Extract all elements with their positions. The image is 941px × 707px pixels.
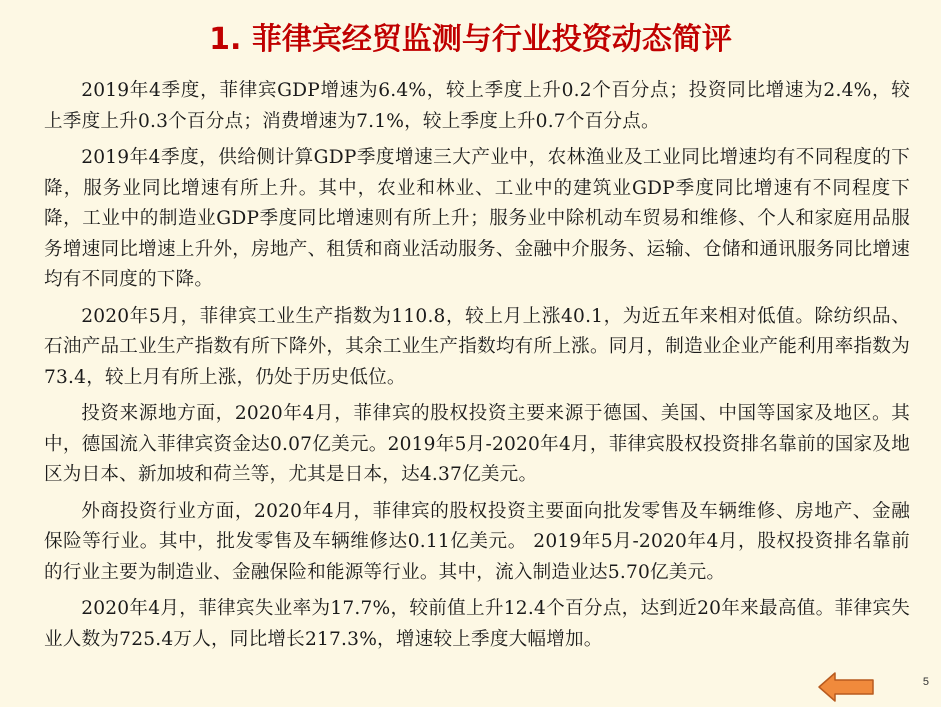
paragraph-unemployment: 2020年4月，菲律宾失业率为17.7%，较前值上升12.4个百分点，达到近20年来最高值。菲律宾失业人数为725.4万人，同比增长217.3%，增速较上季度大幅增加。 bbox=[44, 598, 910, 650]
left-arrow-icon bbox=[817, 671, 875, 703]
paragraph-investment-source: 投资来源地方面，2020年4月，菲律宾的股权投资主要来源于德国、美国、中国等国家及地区。其中，德国流入菲律宾资金达0.07亿美元。2019年5月-2020年4月，菲律宾股权投资排名靠前的国家及地区为日本、新加坡和荷兰等，尤其是日本，达4.37亿美元。 bbox=[44, 403, 910, 485]
slide-body bbox=[44, 76, 910, 661]
paragraph-gdp: 2019年4季度，菲律宾GDP增速为6.4%，较上季度上升0.2个百分点；投资同比增速为2.4%，较上季度上升0.3个百分点；消费增速为7.1%，较上季度上升0.7个百分点。 bbox=[44, 80, 910, 132]
back-button[interactable] bbox=[817, 671, 875, 703]
page-number: 5 bbox=[922, 676, 929, 688]
paragraph-industries: 2019年4季度，供给侧计算GDP季度增速三大产业中，农林渔业及工业同比增速均有不同程度的下降，服务业同比增速有所上升。其中，农业和林业、工业中的建筑业GDP季度同比增速有不同程度下降，工业中的制造业GDP季度同比增速则有所上升；服务业中除机动车贸易和维修、个人和家庭用品服务增速同比增速上升外，房地产、租赁和商业活动服务、金融中介服务、运输、仓储和通讯服务同比增速均有不同度的下降。 bbox=[44, 147, 910, 290]
paragraph-investment-industry: 外商投资行业方面，2020年4月，菲律宾的股权投资主要面向批发零售及车辆维修、房地产、金融保险等行业。其中，批发零售及车辆维修达0.11亿美元。 2019年5月-2020年4月，股权投资排名靠前的行业主要为制造业、金融保险和能源等行业。其中，流入制造业达5.70亿美元。 bbox=[44, 500, 910, 583]
slide-title: 1. 菲律宾经贸监测与行业投资动态简评 bbox=[209, 22, 732, 57]
paragraph-industrial-production: 2020年5月，菲律宾工业生产指数为110.8，较上月上涨40.1，为近五年来相对低值。除纺织品、石油产品工业生产指数有所下降外，其余工业生产指数均有所上涨。同月，制造业企业产能利用率指数为73.4，较上月有所上涨，仍处于历史低位。 bbox=[44, 305, 910, 388]
